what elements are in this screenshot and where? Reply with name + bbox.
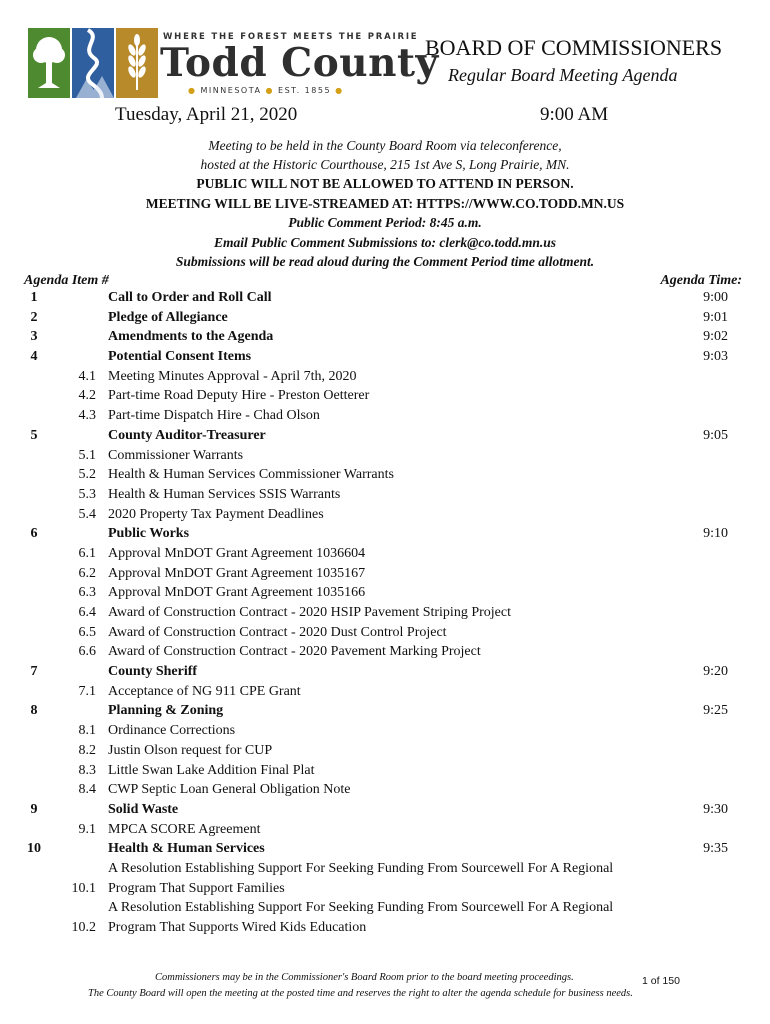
agenda-row <box>0 310 770 330</box>
agenda-row <box>0 329 770 349</box>
agenda-item-number: 1 <box>30 290 38 305</box>
agenda-item-title: Meeting Minutes Approval - April 7th, 2020 <box>108 368 357 384</box>
agenda-item-title: Acceptance of NG 911 CPE Grant <box>108 683 301 699</box>
agenda-item-number: 2 <box>30 309 38 325</box>
page-number: 1 of 150 <box>642 975 680 987</box>
agenda-item-title: County Auditor-Treasurer <box>108 427 266 443</box>
notice-email: Email Public Comment Submissions to: clerk@co.todd.mn.us <box>213 234 557 250</box>
agenda-item-number: 5 <box>30 427 38 443</box>
agenda-row <box>0 664 770 684</box>
agenda-subitem-number: 5.1 <box>78 447 96 463</box>
agenda-row <box>0 408 770 428</box>
agenda-item-title: Part-time Dispatch Hire - Chad Olson <box>108 408 320 424</box>
agenda-item-title: Approval MnDOT Grant Agreement 1035166 <box>108 585 366 601</box>
agenda-item-title: Program That Supports Wired Kids Education <box>108 920 367 935</box>
agenda-row <box>0 487 770 507</box>
footer-note-2: The County Board will open the meeting at the posted time and reserves the right to alter the agenda schedule for business needs. <box>88 988 633 999</box>
agenda-item-title: Ordinance Corrections <box>108 723 236 739</box>
agenda-item-time: 9:03 <box>703 349 728 365</box>
tree-icon <box>28 28 70 98</box>
agenda-subitem-number: 5.4 <box>78 506 96 522</box>
agenda-item-number: 6 <box>30 526 38 542</box>
agenda-row <box>0 743 770 763</box>
agenda-subitem-number: 4.2 <box>78 388 96 404</box>
agenda-item-time: 9:01 <box>703 309 728 325</box>
agenda-subitem-number: 4.1 <box>78 368 96 384</box>
agenda-item-title: Award of Construction Contract - 2020 HSIP Pavement Striping Project <box>108 605 511 620</box>
wheat-icon <box>116 28 158 98</box>
agenda-row <box>0 349 770 369</box>
agenda-item-title: Amendments to the Agenda <box>108 329 274 345</box>
agenda-item-title: Approval MnDOT Grant Agreement 1036604 <box>108 545 366 561</box>
agenda-row <box>0 703 770 723</box>
meeting-notice <box>0 136 770 272</box>
agenda-item-title: Planning & Zoning <box>108 703 224 719</box>
agenda-item-title: MPCA SCORE Agreement <box>108 821 261 837</box>
notice-location-line: Meeting to be held in the County Board Room via teleconference, <box>208 138 562 153</box>
agenda-row <box>0 388 770 408</box>
notice-comment-period: Public Comment Period: 8:45 a.m. <box>288 215 482 230</box>
agenda-row <box>0 881 770 901</box>
agenda-subitem-number: 8.4 <box>78 782 96 798</box>
agenda-item-title: CWP Septic Loan General Obligation Note <box>108 782 351 798</box>
agenda-row <box>0 585 770 605</box>
agenda-item-number: 9 <box>30 801 38 817</box>
river-icon <box>72 28 114 98</box>
agenda-subitem-number: 5.2 <box>78 467 96 483</box>
agenda-subitem-number: 10.1 <box>71 880 96 896</box>
agenda-item-title: Commissioner Warrants <box>108 447 244 463</box>
agenda-item-title: Public Works <box>108 526 190 542</box>
agenda-row <box>0 723 770 743</box>
agenda-item-title: Potential Consent Items <box>108 349 252 365</box>
agenda-row <box>0 507 770 527</box>
meeting-date: Tuesday, April 21, 2020 <box>115 104 298 125</box>
agenda-subitem-number: 10.2 <box>71 920 96 935</box>
agenda-row <box>0 802 770 822</box>
agenda-item-number: 10 <box>27 841 41 857</box>
agenda-item-number: 8 <box>30 703 38 719</box>
agenda-item-time: 9:00 <box>703 290 728 305</box>
agenda-subitem-number: 6.5 <box>78 624 96 640</box>
logo-est: EST. 1855 <box>278 86 332 95</box>
agenda-item-title: A Resolution Establishing Support For Seeking Funding From Sourcewell For A Regional <box>108 900 614 916</box>
notice-public-line: PUBLIC WILL NOT BE ALLOWED TO ATTEND IN PERSON. <box>196 176 574 191</box>
agenda-time-column-header: Agenda Time: <box>660 273 742 288</box>
agenda-item-title: Health & Human Services <box>108 841 265 857</box>
agenda-row <box>0 605 770 625</box>
meeting-time: 9:00 AM <box>540 104 609 125</box>
agenda-item-time: 9:35 <box>703 841 728 857</box>
todd-county-logo <box>28 28 439 100</box>
agenda-item-title: Justin Olson request for CUP <box>108 742 273 758</box>
agenda-item-time: 9:20 <box>703 664 728 680</box>
agenda-row <box>0 290 770 310</box>
agenda-item-time: 9:10 <box>703 526 728 542</box>
board-title: BOARD OF COMMISSIONERS <box>425 35 723 60</box>
agenda-item-time: 9:05 <box>703 427 728 443</box>
notice-address-line: hosted at the Historic Courthouse, 215 1st Ave S, Long Prairie, MN. <box>200 157 570 172</box>
agenda-item-title: Approval MnDOT Grant Agreement 1035167 <box>108 565 366 581</box>
agenda-item-title: Pledge of Allegiance <box>108 309 228 325</box>
agenda-subitem-number: 6.2 <box>78 565 96 581</box>
agenda-row <box>0 566 770 586</box>
agenda-item-time: 9:30 <box>703 801 728 817</box>
agenda-row <box>0 625 770 645</box>
agenda-row <box>0 763 770 783</box>
agenda-item-title: Award of Construction Contract - 2020 Pavement Marking Project <box>108 644 481 660</box>
agenda-item-title: Part-time Road Deputy Hire - Preston Oetterer <box>108 388 370 404</box>
agenda-row <box>0 920 770 940</box>
agenda-subitem-number: 6.4 <box>78 605 96 620</box>
agenda-item-title: Health & Human Services Commissioner Warrants <box>108 467 394 483</box>
agenda-subitem-number: 4.3 <box>78 408 96 424</box>
agenda-subitem-number: 8.3 <box>78 762 96 778</box>
agenda-item-title: Health & Human Services SSIS Warrants <box>108 486 341 502</box>
agenda-subitem-number: 8.2 <box>78 742 96 758</box>
notice-submissions: Submissions will be read aloud during the Comment Period time allotment. <box>175 254 595 269</box>
notice-livestream-line: MEETING WILL BE LIVE-STREAMED AT: HTTPS://WWW.CO.TODD.MN.US <box>145 195 625 211</box>
agenda-item-title: Program That Support Families <box>108 880 285 896</box>
agenda-subitem-number: 8.1 <box>78 723 96 739</box>
agenda-item-title: Award of Construction Contract - 2020 Dust Control Project <box>108 624 447 640</box>
agenda-row <box>0 900 770 920</box>
agenda-row <box>0 526 770 546</box>
agenda-row <box>0 369 770 389</box>
agenda-subitem-number: 9.1 <box>78 821 96 837</box>
agenda-subitem-number: 7.1 <box>78 683 96 699</box>
logo-state: MINNESOTA <box>200 86 262 95</box>
agenda-item-title: Solid Waste <box>108 801 179 817</box>
agenda-item-number: 3 <box>30 329 38 345</box>
agenda-item-title: Call to Order and Roll Call <box>108 290 272 305</box>
footer-note-1: Commissioners may be in the Commissioner's Board Room prior to the board meeting proceedings. <box>155 972 574 983</box>
agenda-item-title: County Sheriff <box>108 664 198 680</box>
agenda-item-title: A Resolution Establishing Support For Seeking Funding From Sourcewell For A Regional <box>108 860 614 876</box>
agenda-row <box>0 782 770 802</box>
agenda-item-title: 2020 Property Tax Payment Deadlines <box>108 506 324 522</box>
board-subtitle: Regular Board Meeting Agenda <box>448 65 678 85</box>
agenda-item-column-header: Agenda Item # <box>24 273 109 288</box>
agenda-list <box>0 290 770 940</box>
agenda-row <box>0 467 770 487</box>
agenda-row <box>0 428 770 448</box>
agenda-subitem-number: 6.6 <box>78 644 96 660</box>
agenda-row <box>0 822 770 842</box>
agenda-row <box>0 684 770 704</box>
agenda-row <box>0 841 770 861</box>
logo-tagline: WHERE THE FOREST MEETS THE PRAIRIE <box>163 32 419 42</box>
agenda-row <box>0 546 770 566</box>
logo-state-line: ● MINNESOTA ● EST. 1855 ● <box>188 86 344 95</box>
agenda-item-time: 9:25 <box>703 703 728 719</box>
agenda-subitem-number: 5.3 <box>78 486 96 502</box>
agenda-subitem-number: 6.3 <box>78 585 96 601</box>
logo-county-name: Todd County <box>160 40 439 86</box>
agenda-item-number: 4 <box>30 349 38 365</box>
agenda-row <box>0 861 770 881</box>
agenda-subitem-number: 6.1 <box>78 545 96 561</box>
agenda-row <box>0 644 770 664</box>
agenda-item-title: Little Swan Lake Addition Final Plat <box>108 762 315 778</box>
agenda-item-time: 9:02 <box>703 329 728 345</box>
agenda-item-number: 7 <box>30 664 38 680</box>
agenda-row <box>0 448 770 468</box>
